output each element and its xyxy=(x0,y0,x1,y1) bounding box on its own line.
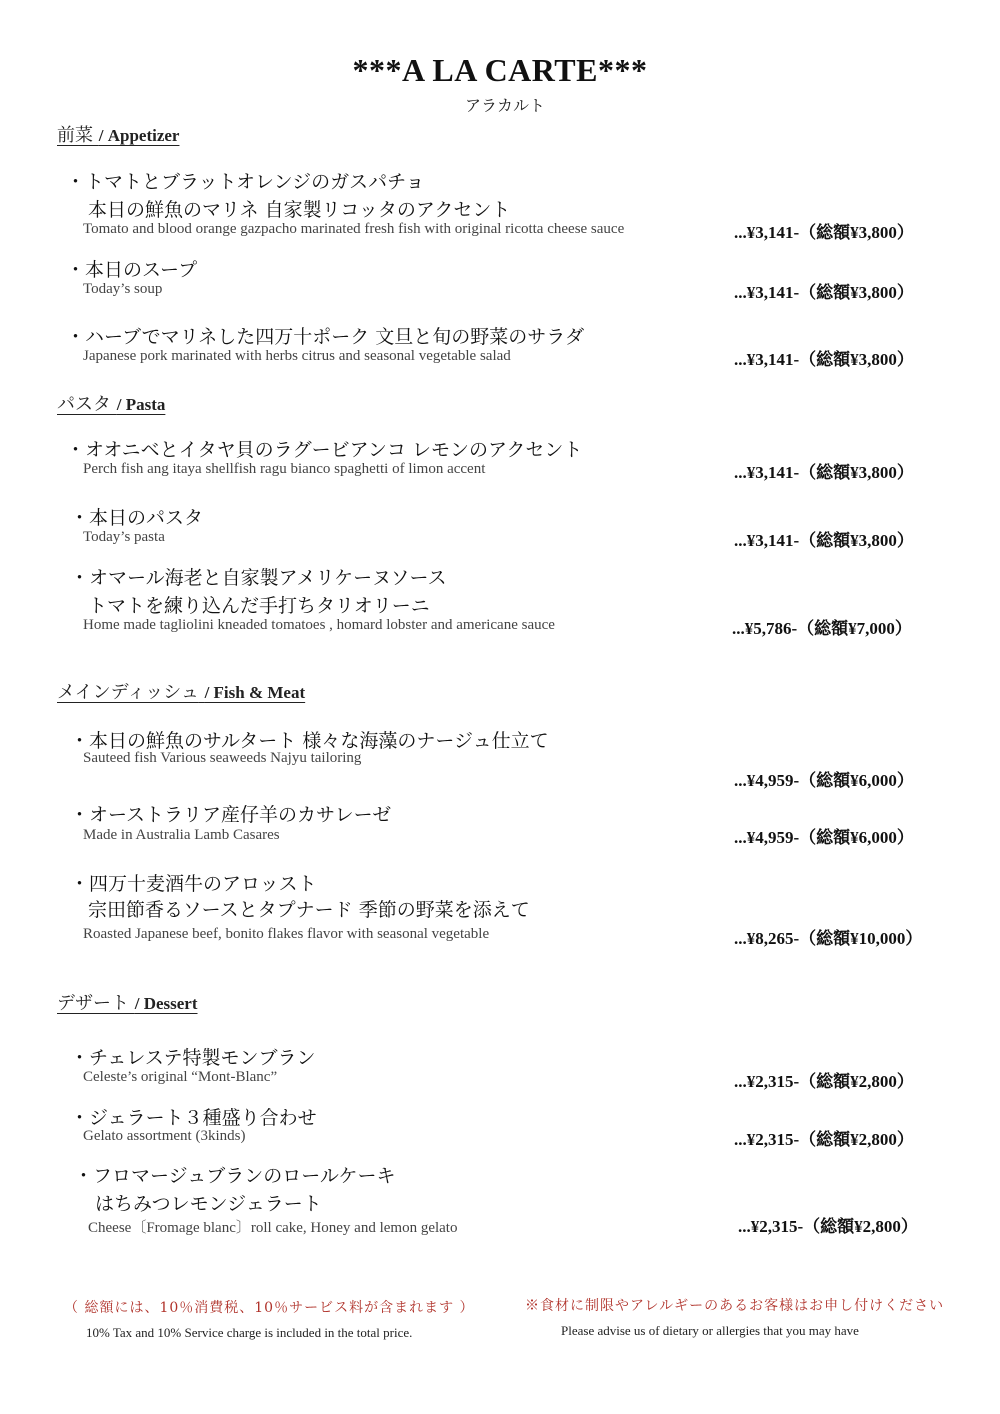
menu-item-price: ...¥3,141-（総額¥3,800） xyxy=(734,350,914,369)
menu-item-name: ・本日の鮮魚のサルタート 様々な海藻のナージュ仕立て xyxy=(70,730,549,752)
section-label-en: / Pasta xyxy=(116,395,166,414)
section-label-jp: メインディッシュ xyxy=(57,682,199,703)
menu-item-price: ...¥3,141-（総額¥3,800） xyxy=(734,531,914,550)
menu-item-name: ・チェレステ特製モンブラン xyxy=(70,1047,316,1069)
section-label-jp: パスタ xyxy=(57,394,111,415)
menu-item-name: ・オオニベとイタヤ貝のラグービアンコ レモンのアクセント xyxy=(66,439,583,461)
allergy-note-jp: ※食材に制限やアレルギーのあるお客様はお申し付けください xyxy=(525,1298,945,1314)
menu-item-name-line2: トマトを練り込んだ手打ちタリオリーニ xyxy=(88,595,430,617)
menu-item-name: ・フロマージュブランのロールケーキ xyxy=(74,1165,396,1187)
section-label-jp: デザート xyxy=(57,993,129,1014)
menu-item-description: Roasted Japanese beef, bonito flakes flavor with seasonal vegetable xyxy=(83,926,490,942)
section-heading-main xyxy=(57,678,305,704)
menu-item-description: Japanese pork marinated with herbs citrus and seasonal vegetable salad xyxy=(83,348,511,364)
menu-item-description: Today’s soup xyxy=(83,281,163,297)
menu-item-price: ...¥3,141-（総額¥3,800） xyxy=(734,463,914,482)
menu-item-price: ...¥3,141-（総額¥3,800） xyxy=(734,223,914,242)
menu-item-description: Sauteed fish Various seaweeds Najyu tailoring xyxy=(83,750,362,766)
menu-item-name: ・ジェラート３種盛り合わせ xyxy=(70,1107,317,1129)
menu-item-price: ...¥2,315-（総額¥2,800） xyxy=(734,1130,914,1149)
menu-item-name: ・本日のパスタ xyxy=(70,507,204,529)
menu-item-name: ・トマトとブラットオレンジのガスパチョ xyxy=(66,171,425,193)
menu-item-description: Made in Australia Lamb Casares xyxy=(83,827,280,843)
section-label-en: / Fish & Meat xyxy=(204,683,306,702)
section-heading-appetizer xyxy=(57,121,179,147)
section-heading-dessert xyxy=(57,989,198,1015)
section-label-jp: 前菜 xyxy=(57,125,93,146)
menu-item-name-line2: はちみつレモンジェラート xyxy=(95,1193,322,1215)
menu-item-price: ...¥5,786-（総額¥7,000） xyxy=(732,619,912,638)
menu-item-name: ・四万十麦酒牛のアロッスト xyxy=(70,873,317,895)
menu-item-description: Perch fish ang itaya shellfish ragu bianco spaghetti of limon accent xyxy=(83,461,486,477)
menu-item-name: ・本日のスープ xyxy=(66,259,198,281)
menu-item-price: ...¥4,959-（総額¥6,000） xyxy=(734,771,914,790)
allergy-note-en: Please advise us of dietary or allergies that you may have xyxy=(561,1323,859,1338)
menu-item-price: ...¥2,315-（総額¥2,800） xyxy=(734,1072,914,1091)
menu-item-description: Today’s pasta xyxy=(83,529,165,545)
page-subtitle: アラカルト xyxy=(464,96,545,115)
menu-item-description: Home made tagliolini kneaded tomatoes , homard lobster and americane sauce xyxy=(83,617,555,633)
menu-item-price: ...¥4,959-（総額¥6,000） xyxy=(734,828,914,847)
tax-note-en: 10% Tax and 10% Service charge is included in the total price. xyxy=(86,1325,413,1340)
section-heading-pasta xyxy=(57,390,165,416)
menu-item-name: ・オーストラリア産仔羊のカサレーゼ xyxy=(70,804,392,826)
menu-item-description: Tomato and blood orange gazpacho marinated fresh fish with original ricotta cheese sauce xyxy=(83,221,625,237)
menu-item-price: ...¥3,141-（総額¥3,800） xyxy=(734,283,914,302)
menu-item-name: ・オマール海老と自家製アメリケーヌソース xyxy=(70,567,447,589)
menu-item-description: Celeste’s original “Mont-Blanc” xyxy=(83,1069,278,1085)
menu-item-description: Cheese〔Fromage blanc〕roll cake, Honey and lemon gelato xyxy=(88,1220,458,1236)
section-label-en: / Dessert xyxy=(134,994,198,1013)
section-label-en: / Appetizer xyxy=(98,126,180,145)
menu-item-name: ・ハーブでマリネした四万十ポーク 文旦と旬の野菜のサラダ xyxy=(66,326,585,348)
tax-note-jp: （ 総額には、10％消費税、10％サービス料が含まれます ） xyxy=(64,1300,475,1316)
menu-item-price: ...¥8,265-（総額¥10,000） xyxy=(734,929,923,948)
menu-item-name-line2: 本日の鮮魚のマリネ 自家製リコッタのアクセント xyxy=(88,199,511,221)
menu-item-description: Gelato assortment (3kinds) xyxy=(83,1128,246,1144)
page-title: ***A LA CARTE*** xyxy=(352,52,648,88)
menu-item-price: ...¥2,315-（総額¥2,800） xyxy=(738,1217,918,1236)
menu-item-name-line2: 宗田節香るソースとタプナード 季節の野菜を添えて xyxy=(88,899,530,921)
